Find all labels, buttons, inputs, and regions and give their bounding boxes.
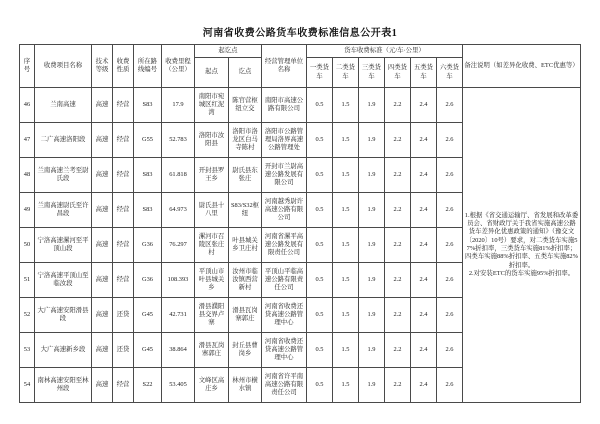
cell-operator: 河南越秀尉许高速公路有限公司 [262, 193, 307, 228]
cell-rate-class-6: 2.6 [437, 158, 463, 193]
cell-seq: 49 [20, 193, 35, 228]
cell-route: S83 [134, 88, 162, 123]
cell-rate-class-3: 1.9 [359, 263, 385, 298]
cell-mileage: 61.818 [162, 158, 195, 193]
cell-tech: 高速 [92, 123, 113, 158]
cell-start: 漯河市召陵区张庄村 [195, 228, 229, 263]
cell-rate-class-4: 2.2 [385, 88, 411, 123]
cell-name: 大广高速新乡段 [35, 333, 92, 368]
cell-rate-class-4: 2.2 [385, 193, 411, 228]
cell-tech: 高速 [92, 193, 113, 228]
cell-start: 洛阳市汝阳县 [195, 123, 229, 158]
cell-rate-class-4: 2.2 [385, 368, 411, 403]
cell-start: 文峰区高庄乡 [195, 368, 229, 403]
cell-name: 宁洛高速平顶山至临汝段 [35, 263, 92, 298]
cell-rate-class-4: 2.2 [385, 298, 411, 333]
cell-rate-class-6: 2.6 [437, 193, 463, 228]
cell-mileage: 64.973 [162, 193, 195, 228]
cell-end: 陈官营枢纽立交 [229, 88, 262, 123]
cell-rate-class-5: 2.4 [411, 158, 437, 193]
cell-end: 尉氏县东张庄 [229, 158, 262, 193]
cell-route: G55 [134, 123, 162, 158]
cell-nature: 经营 [113, 193, 134, 228]
cell-seq: 46 [20, 88, 35, 123]
toll-standard-table [19, 44, 581, 403]
header-operator: 经营管理单位名称 [262, 45, 307, 88]
cell-rate-class-1: 0.5 [307, 333, 333, 368]
cell-end: 滑县瓦岗寨郭庄 [229, 298, 262, 333]
header-truck-class-4: 四类货车 [385, 58, 411, 88]
cell-tech: 高速 [92, 158, 113, 193]
cell-nature: 经营 [113, 368, 134, 403]
cell-rate-class-2: 1.5 [333, 298, 359, 333]
cell-operator: 平顶山平临高速公路有限责任公司 [262, 263, 307, 298]
cell-rate-class-5: 2.4 [411, 263, 437, 298]
cell-start: 开封县罗王乡 [195, 158, 229, 193]
cell-mileage: 17.9 [162, 88, 195, 123]
cell-seq: 52 [20, 298, 35, 333]
cell-operator: 河南省许平南高速公路有限责任公司 [262, 368, 307, 403]
cell-start: 滑县濮阳县交界卢寨 [195, 298, 229, 333]
cell-rate-class-6: 2.6 [437, 88, 463, 123]
cell-rate-class-4: 2.2 [385, 263, 411, 298]
cell-rate-class-6: 2.6 [437, 368, 463, 403]
cell-rate-class-1: 0.5 [307, 123, 333, 158]
cell-rate-class-2: 1.5 [333, 123, 359, 158]
cell-rate-class-2: 1.5 [333, 88, 359, 123]
cell-tech: 高速 [92, 298, 113, 333]
cell-nature: 经营 [113, 263, 134, 298]
cell-rate-class-5: 2.4 [411, 298, 437, 333]
cell-rate-class-1: 0.5 [307, 298, 333, 333]
cell-mileage: 42.731 [162, 298, 195, 333]
cell-nature: 经营 [113, 228, 134, 263]
header-toll-nature: 收费性质 [113, 45, 134, 88]
cell-end: 林州市横水镇 [229, 368, 262, 403]
cell-seq: 50 [20, 228, 35, 263]
header-mileage: 收费里程（公里） [162, 45, 195, 88]
cell-rate-class-2: 1.5 [333, 368, 359, 403]
cell-name: 大广高速安阳滑县段 [35, 298, 92, 333]
cell-end: 洛阳市洛龙区白马寺陈村 [229, 123, 262, 158]
cell-rate-class-3: 1.9 [359, 228, 385, 263]
cell-rate-class-2: 1.5 [333, 158, 359, 193]
cell-rate-class-6: 2.6 [437, 228, 463, 263]
cell-rate-class-1: 0.5 [307, 158, 333, 193]
header-route-number: 所在路线编号 [134, 45, 162, 88]
cell-tech: 高速 [92, 263, 113, 298]
cell-start: 滑县瓦岗寨郭庄 [195, 333, 229, 368]
cell-rate-class-4: 2.2 [385, 158, 411, 193]
cell-route: S83 [134, 158, 162, 193]
cell-tech: 高速 [92, 333, 113, 368]
cell-rate-class-3: 1.9 [359, 123, 385, 158]
cell-nature: 还贷 [113, 333, 134, 368]
cell-rate-class-1: 0.5 [307, 193, 333, 228]
cell-nature: 还贷 [113, 298, 134, 333]
cell-mileage: 53.405 [162, 368, 195, 403]
cell-route: G36 [134, 263, 162, 298]
cell-mileage: 76.297 [162, 228, 195, 263]
cell-rate-class-3: 1.9 [359, 333, 385, 368]
cell-rate-class-6: 2.6 [437, 123, 463, 158]
cell-operator: 南阳市高速公路有限公司 [262, 88, 307, 123]
remark-line: 1.根据《省交通运输厅、省发展和改革委员会、省财政厅关于我省实施高速公路货车差异化优惠政策的通知》（豫交文〔2020〕10号）要求，对二类货车实施57%折扣率，三类货车实施81%折扣率；四类车实施88%折扣率、五类车实施82%折扣率。 [464, 211, 579, 269]
cell-operator: 河南省收费还贷高速公路管理中心 [262, 298, 307, 333]
header-remarks: 备注说明（如差异化收费、ETC优惠等） [463, 45, 581, 88]
cell-end: 叶县城关乡卫庄村 [229, 228, 262, 263]
cell-rate-class-1: 0.5 [307, 263, 333, 298]
cell-rate-class-3: 1.9 [359, 158, 385, 193]
cell-start: 平顶山市叶县城关乡 [195, 263, 229, 298]
cell-remarks [463, 88, 581, 403]
cell-start: 尉氏县十八里 [195, 193, 229, 228]
cell-rate-class-1: 0.5 [307, 228, 333, 263]
header-rates-group: 货车收费标准（元/车·公里） [307, 45, 463, 58]
cell-rate-class-5: 2.4 [411, 88, 437, 123]
cell-operator: 河南省收费还贷高速公路管理中心 [262, 333, 307, 368]
cell-mileage: 108.393 [162, 263, 195, 298]
cell-route: G45 [134, 298, 162, 333]
cell-seq: 51 [20, 263, 35, 298]
cell-nature: 经营 [113, 88, 134, 123]
cell-rate-class-3: 1.9 [359, 88, 385, 123]
header-tech-grade: 技术等级 [92, 45, 113, 88]
cell-name: 兰南高速尉氏至许昌段 [35, 193, 92, 228]
cell-tech: 高速 [92, 88, 113, 123]
cell-rate-class-2: 1.5 [333, 263, 359, 298]
cell-rate-class-2: 1.5 [333, 333, 359, 368]
header-seq: 序号 [20, 45, 35, 88]
cell-rate-class-2: 1.5 [333, 228, 359, 263]
page-title: 河南省收费公路货车收费标准信息公开表1 [202, 28, 398, 39]
cell-rate-class-1: 0.5 [307, 88, 333, 123]
cell-tech: 高速 [92, 228, 113, 263]
header-points-group: 起讫点 [195, 45, 262, 58]
cell-rate-class-6: 2.6 [437, 333, 463, 368]
cell-rate-class-4: 2.2 [385, 228, 411, 263]
cell-rate-class-5: 2.4 [411, 368, 437, 403]
cell-seq: 48 [20, 158, 35, 193]
header-truck-class-1: 一类货车 [307, 58, 333, 88]
table-body [20, 88, 581, 403]
cell-rate-class-2: 1.5 [333, 193, 359, 228]
cell-name: 宁洛高速漯河至平顶山段 [35, 228, 92, 263]
cell-mileage: 52.783 [162, 123, 195, 158]
cell-seq: 54 [20, 368, 35, 403]
cell-end: 汝州市临汝镇西营新村 [229, 263, 262, 298]
cell-route: G45 [134, 333, 162, 368]
cell-end: S83/S32枢纽 [229, 193, 262, 228]
cell-seq: 53 [20, 333, 35, 368]
header-truck-class-6: 六类货车 [437, 58, 463, 88]
cell-mileage: 38.864 [162, 333, 195, 368]
remark-line: 2.对安装ETC的货车实施95%折扣率。 [468, 269, 575, 277]
cell-name: 南林高速安阳至林州段 [35, 368, 92, 403]
header-truck-class-3: 三类货车 [359, 58, 385, 88]
header-truck-class-5: 五类货车 [411, 58, 437, 88]
cell-rate-class-5: 2.4 [411, 123, 437, 158]
cell-rate-class-5: 2.4 [411, 193, 437, 228]
cell-rate-class-4: 2.2 [385, 123, 411, 158]
cell-rate-class-6: 2.6 [437, 263, 463, 298]
cell-rate-class-5: 2.4 [411, 228, 437, 263]
header-group-row [20, 45, 581, 58]
cell-end: 封丘县曹岗乡 [229, 333, 262, 368]
cell-rate-class-5: 2.4 [411, 333, 437, 368]
cell-operator: 开封市兰尉高速公路发展有限公司 [262, 158, 307, 193]
cell-operator: 河南省漯平高速公路发展有限责任公司 [262, 228, 307, 263]
cell-rate-class-4: 2.2 [385, 333, 411, 368]
cell-operator: 洛阳市公路管理局洛界高速公路管理处 [262, 123, 307, 158]
cell-name: 兰南高速 [35, 88, 92, 123]
table-row [20, 88, 581, 123]
cell-seq: 47 [20, 123, 35, 158]
cell-nature: 经营 [113, 158, 134, 193]
cell-rate-class-3: 1.9 [359, 298, 385, 333]
cell-rate-class-1: 0.5 [307, 368, 333, 403]
cell-start: 南阳市宛城区红泥湾 [195, 88, 229, 123]
cell-route: S83 [134, 193, 162, 228]
cell-route: G36 [134, 228, 162, 263]
cell-rate-class-6: 2.6 [437, 298, 463, 333]
header-end-point: 讫点 [229, 58, 262, 88]
cell-name: 二广高速洛阳段 [35, 123, 92, 158]
cell-rate-class-3: 1.9 [359, 193, 385, 228]
cell-tech: 高速 [92, 368, 113, 403]
cell-route: S22 [134, 368, 162, 403]
cell-rate-class-3: 1.9 [359, 368, 385, 403]
cell-name: 兰南高速兰考至尉氏段 [35, 158, 92, 193]
header-project-name: 收费项目名称 [35, 45, 92, 88]
cell-nature: 经营 [113, 123, 134, 158]
header-truck-class-2: 二类货车 [333, 58, 359, 88]
header-start-point: 起点 [195, 58, 229, 88]
